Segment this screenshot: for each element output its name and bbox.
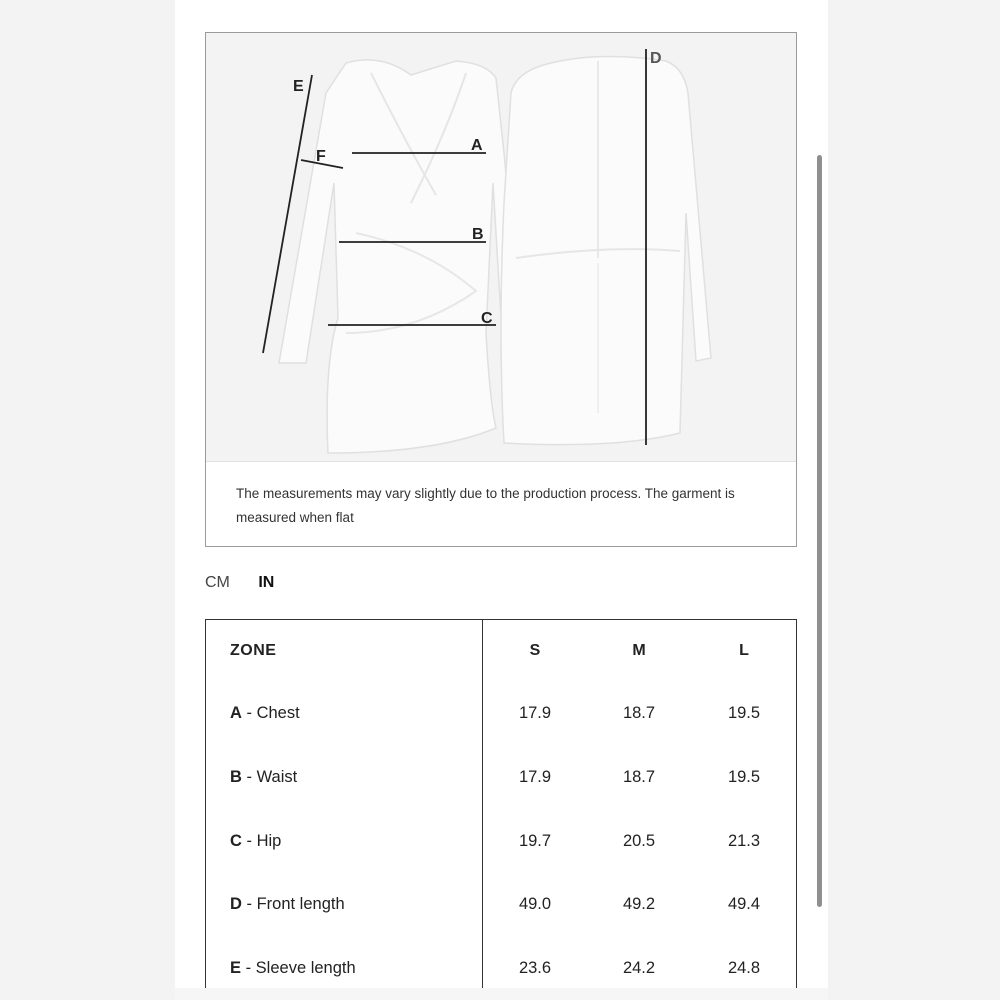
value-s: 17.9: [518, 768, 552, 786]
zone-cell: [230, 959, 356, 978]
zone-marker-c: C: [481, 310, 493, 327]
value-l: 21.3: [727, 832, 761, 850]
zone-cell: [230, 768, 297, 787]
value-s: 17.9: [518, 704, 552, 722]
measurement-note: The measurements may vary slightly due to the production process. The garment is measured when flat: [236, 486, 735, 525]
table-row: [206, 895, 796, 917]
size-guide-page: [175, 0, 828, 988]
value-l: 24.8: [727, 959, 761, 977]
dress-back-illustration: [501, 56, 711, 444]
zone-letter: C: [230, 832, 242, 850]
measurement-guide-card: [205, 32, 797, 547]
table-row: [206, 832, 796, 854]
unit-in-option[interactable]: IN: [258, 574, 275, 591]
size-table: [205, 619, 797, 988]
value-m: 24.2: [622, 959, 656, 977]
zone-label: - Front length: [241, 895, 345, 913]
zone-marker-a: A: [471, 137, 483, 154]
zone-letter: D: [230, 895, 242, 913]
header-size-l: L: [739, 642, 749, 659]
value-s: 49.0: [518, 895, 552, 913]
zone-marker-b: B: [472, 226, 484, 243]
zone-letter: B: [230, 768, 242, 786]
value-m: 20.5: [622, 832, 656, 850]
right-margin: [828, 0, 1000, 1000]
header-zone: ZONE: [230, 642, 277, 659]
header-size-m: M: [632, 642, 646, 659]
table-row: [206, 768, 796, 790]
value-l: 49.4: [727, 895, 761, 913]
unit-cm-option[interactable]: CM: [205, 574, 230, 591]
unit-toggle: [205, 574, 274, 592]
zone-cell: [230, 895, 345, 914]
vertical-scrollbar[interactable]: [817, 155, 822, 907]
value-m: 49.2: [622, 895, 656, 913]
zone-cell: [230, 832, 281, 851]
value-s: 23.6: [518, 959, 552, 977]
zone-label: - Chest: [241, 704, 300, 722]
dress-front-illustration: [279, 60, 524, 453]
table-row: [206, 959, 796, 981]
left-margin: [0, 0, 175, 1000]
value-l: 19.5: [727, 768, 761, 786]
garment-diagram: [206, 33, 796, 462]
zone-label: - Hip: [241, 832, 282, 850]
value-m: 18.7: [622, 768, 656, 786]
value-m: 18.7: [622, 704, 656, 722]
zone-label: - Waist: [241, 768, 298, 786]
garment-diagram-svg: [206, 33, 796, 461]
table-divider: [482, 620, 483, 988]
zone-letter: E: [230, 959, 242, 977]
value-l: 19.5: [727, 704, 761, 722]
zone-cell: [230, 704, 300, 723]
zone-label: - Sleeve length: [241, 959, 356, 977]
header-size-s: S: [529, 642, 541, 659]
table-header-row: [206, 642, 796, 664]
zone-marker-d: D: [650, 50, 662, 67]
zone-marker-e: E: [293, 78, 304, 95]
value-s: 19.7: [518, 832, 552, 850]
zone-marker-f: F: [316, 148, 326, 165]
zone-letter: A: [230, 704, 242, 722]
table-row: [206, 704, 796, 726]
